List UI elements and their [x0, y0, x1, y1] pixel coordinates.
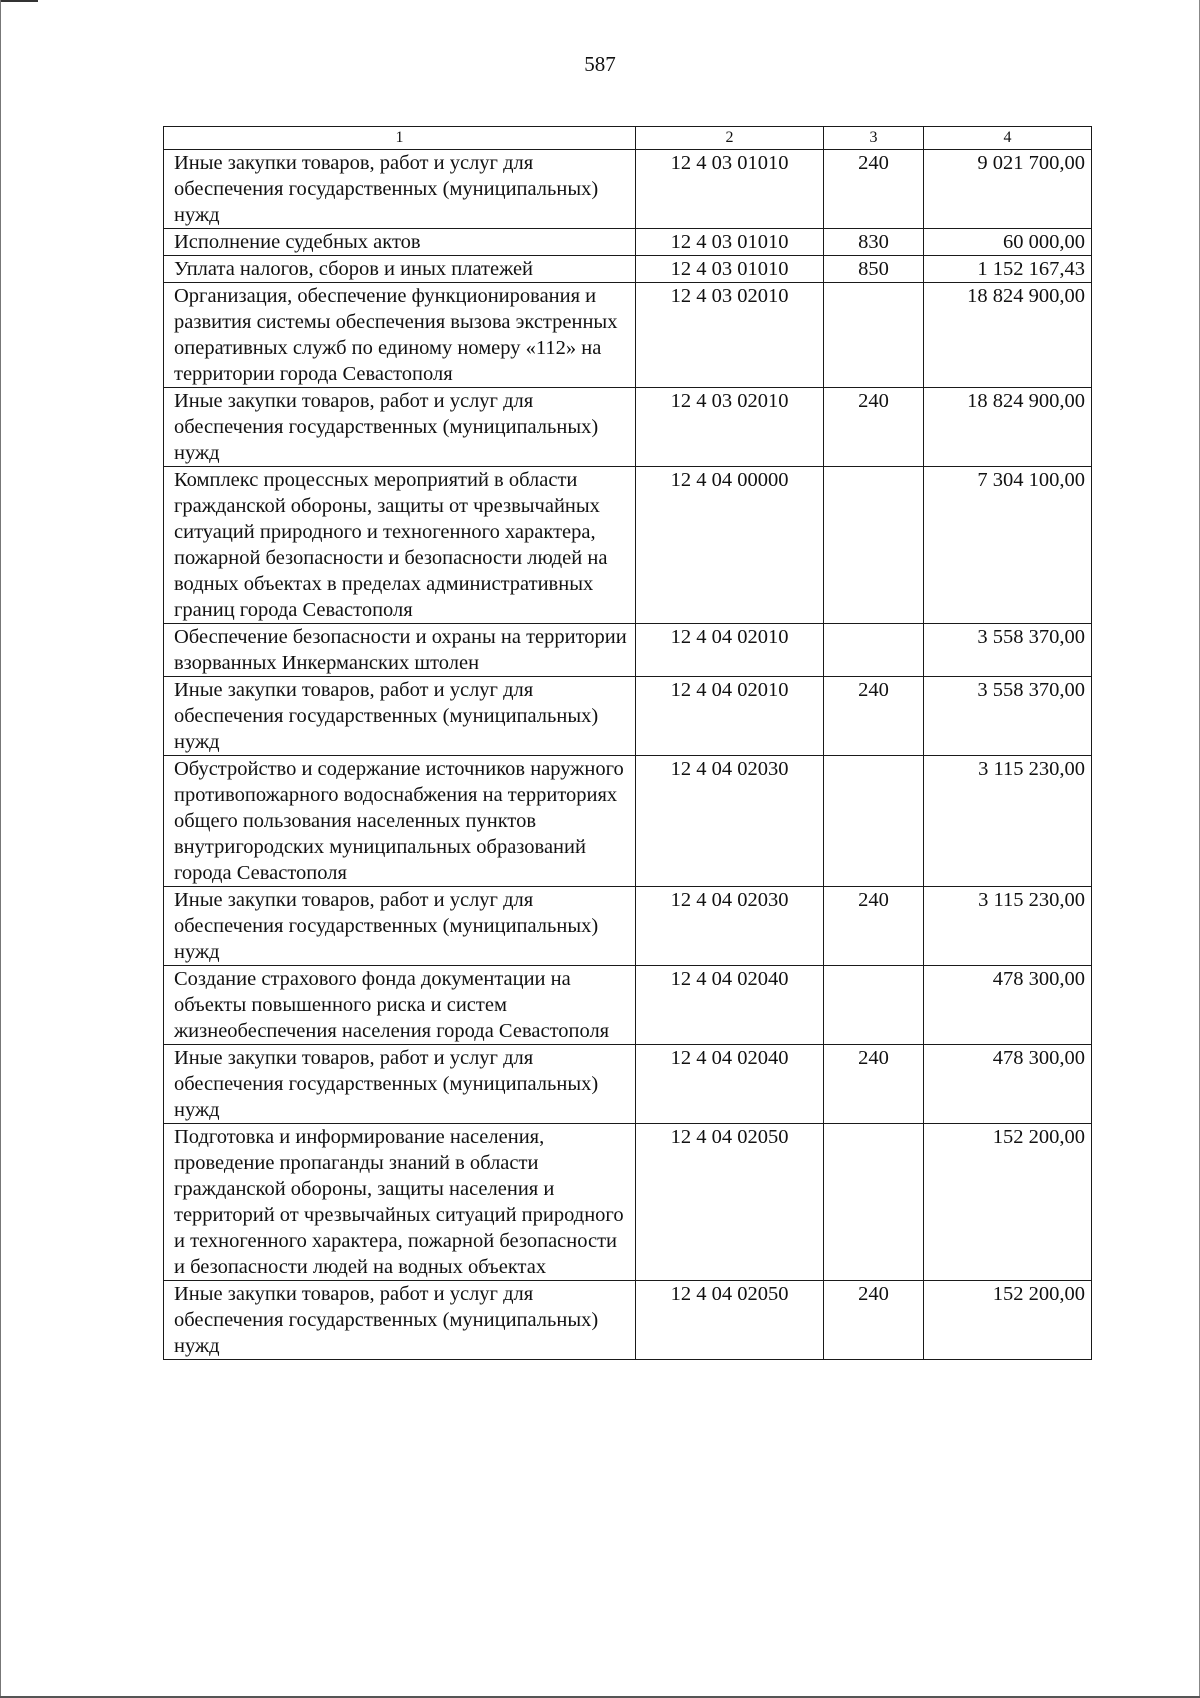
- table-row: [164, 1281, 1092, 1360]
- row-name-cell: Обустройство и содержание источников наружного противопожарного водоснабжения на территориях общего пользования населенных пунктов внутригородских муниципальных образований города Севастополя: [164, 756, 636, 887]
- row-type-cell: [824, 624, 924, 677]
- table-row: [164, 966, 1092, 1045]
- header-row: [164, 127, 1092, 150]
- table-row: [164, 677, 1092, 756]
- row-code-cell: 12 4 03 01010: [636, 229, 824, 256]
- header-col-2: 2: [636, 127, 824, 150]
- row-sum-cell: 60 000,00: [924, 229, 1092, 256]
- row-code-cell: 12 4 04 02030: [636, 887, 824, 966]
- row-sum-cell: 9 021 700,00: [924, 150, 1092, 229]
- table-row: [164, 1045, 1092, 1124]
- table-row: [164, 756, 1092, 887]
- row-name-cell: Иные закупки товаров, работ и услуг для обеспечения государственных (муниципальных) нужд: [164, 887, 636, 966]
- row-sum-cell: 3 115 230,00: [924, 887, 1092, 966]
- table-row: [164, 887, 1092, 966]
- row-type-cell: [824, 966, 924, 1045]
- budget-table: [163, 126, 1092, 1360]
- table-row: [164, 1124, 1092, 1281]
- scan-edge-left: [0, 0, 1, 1698]
- row-sum-cell: 478 300,00: [924, 966, 1092, 1045]
- row-name-cell: Исполнение судебных актов: [164, 229, 636, 256]
- row-name-cell: Подготовка и информирование населения, проведение пропаганды знаний в области гражданской обороны, защиты населения и территорий от чрезвычайных ситуаций природного и техногенного характера, пожарной безопасности и безопасности людей на водных объектах: [164, 1124, 636, 1281]
- table-row: [164, 256, 1092, 283]
- row-code-cell: 12 4 04 02010: [636, 677, 824, 756]
- row-name-cell: Комплекс процессных мероприятий в области гражданской обороны, защиты от чрезвычайных ситуаций природного и техногенного характера, пожарной безопасности и безопасности людей на водных объектах в пределах административных границ города Севастополя: [164, 467, 636, 624]
- row-sum-cell: 3 558 370,00: [924, 624, 1092, 677]
- table-row: [164, 388, 1092, 467]
- row-type-cell: [824, 756, 924, 887]
- row-name-cell: Уплата налогов, сборов и иных платежей: [164, 256, 636, 283]
- row-sum-cell: 3 115 230,00: [924, 756, 1092, 887]
- row-code-cell: 12 4 04 02050: [636, 1281, 824, 1360]
- row-code-cell: 12 4 04 00000: [636, 467, 824, 624]
- row-code-cell: 12 4 03 01010: [636, 150, 824, 229]
- header-col-4: 4: [924, 127, 1092, 150]
- row-sum-cell: 18 824 900,00: [924, 283, 1092, 388]
- row-type-cell: [824, 1124, 924, 1281]
- row-name-cell: Иные закупки товаров, работ и услуг для обеспечения государственных (муниципальных) нужд: [164, 1281, 636, 1360]
- row-sum-cell: 478 300,00: [924, 1045, 1092, 1124]
- table-row: [164, 624, 1092, 677]
- scan-edge-mark: [0, 0, 38, 2]
- row-type-cell: 240: [824, 887, 924, 966]
- row-type-cell: [824, 283, 924, 388]
- row-code-cell: 12 4 04 02040: [636, 966, 824, 1045]
- row-type-cell: 240: [824, 677, 924, 756]
- row-name-cell: Обеспечение безопасности и охраны на территории взорванных Инкерманских штолен: [164, 624, 636, 677]
- row-type-cell: 240: [824, 150, 924, 229]
- row-type-cell: 830: [824, 229, 924, 256]
- row-sum-cell: 152 200,00: [924, 1281, 1092, 1360]
- header-col-3: 3: [824, 127, 924, 150]
- table-body: [164, 150, 1092, 1360]
- row-type-cell: 240: [824, 388, 924, 467]
- row-code-cell: 12 4 04 02010: [636, 624, 824, 677]
- page-number: 587: [584, 52, 616, 76]
- row-name-cell: Иные закупки товаров, работ и услуг для обеспечения государственных (муниципальных) нужд: [164, 677, 636, 756]
- table-row: [164, 467, 1092, 624]
- row-name-cell: Иные закупки товаров, работ и услуг для обеспечения государственных (муниципальных) нужд: [164, 388, 636, 467]
- row-code-cell: 12 4 03 01010: [636, 256, 824, 283]
- row-code-cell: 12 4 03 02010: [636, 283, 824, 388]
- header-col-1: 1: [164, 127, 636, 150]
- row-code-cell: 12 4 04 02030: [636, 756, 824, 887]
- row-type-cell: 240: [824, 1045, 924, 1124]
- row-name-cell: Иные закупки товаров, работ и услуг для обеспечения государственных (муниципальных) нужд: [164, 1045, 636, 1124]
- row-type-cell: [824, 467, 924, 624]
- row-sum-cell: 18 824 900,00: [924, 388, 1092, 467]
- row-name-cell: Организация, обеспечение функционирования и развития системы обеспечения вызова экстренных оперативных служб по единому номеру «112» на территории города Севастополя: [164, 283, 636, 388]
- row-type-cell: 240: [824, 1281, 924, 1360]
- row-code-cell: 12 4 04 02040: [636, 1045, 824, 1124]
- table-row: [164, 150, 1092, 229]
- row-name-cell: Иные закупки товаров, работ и услуг для обеспечения государственных (муниципальных) нужд: [164, 150, 636, 229]
- row-sum-cell: 7 304 100,00: [924, 467, 1092, 624]
- row-sum-cell: 152 200,00: [924, 1124, 1092, 1281]
- row-sum-cell: 3 558 370,00: [924, 677, 1092, 756]
- row-code-cell: 12 4 04 02050: [636, 1124, 824, 1281]
- table-row: [164, 229, 1092, 256]
- row-sum-cell: 1 152 167,43: [924, 256, 1092, 283]
- row-type-cell: 850: [824, 256, 924, 283]
- row-name-cell: Создание страхового фонда документации на объекты повышенного риска и систем жизнеобеспечения населения города Севастополя: [164, 966, 636, 1045]
- row-code-cell: 12 4 03 02010: [636, 388, 824, 467]
- budget-table-container: [163, 126, 1091, 1360]
- table-row: [164, 283, 1092, 388]
